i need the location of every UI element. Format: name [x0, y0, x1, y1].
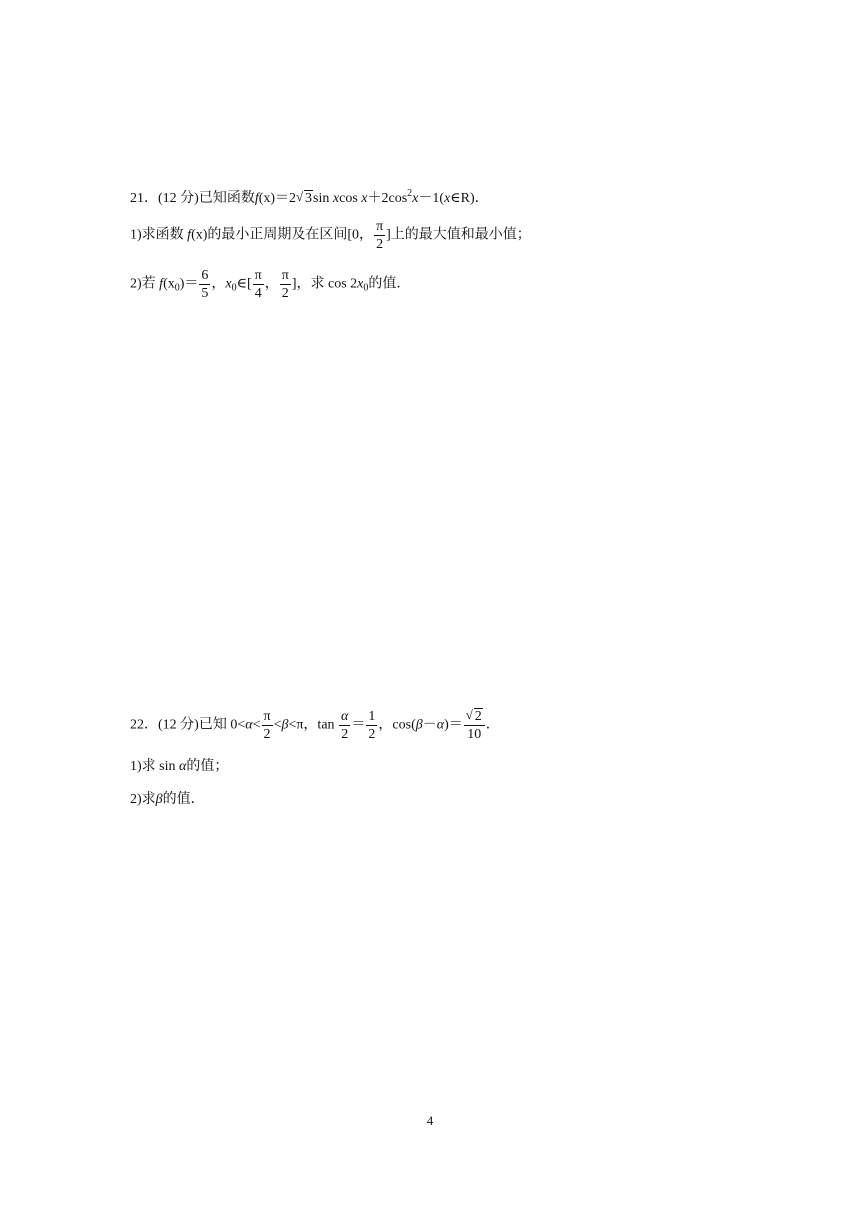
fraction-pi-over-4: $\frac{\pi}{4}$: [254, 268, 262, 301]
fraction-1-over-2: $\frac{1}{2}$: [368, 709, 376, 742]
fraction-pi-over-2c: $\frac{\pi}{2}$: [263, 709, 271, 742]
q22-part2: 2)求β的值．: [130, 792, 205, 807]
fraction-alpha-over-2: $\frac{\alpha}{2}$: [341, 709, 349, 742]
q21-part2: 2)若 $f(x_0)=$ $\frac{6}{5}$ ，$x_0\in$[ $\frac{\pi}{4}$ ， $\frac{\pi}{2}$ ]，求 $\cos 2x_0$的值．: [130, 268, 411, 301]
page-number: 4: [426, 1113, 434, 1128]
fraction-pi-over-2b: $\frac{\pi}{2}$: [281, 268, 289, 301]
fraction-sqrt2-over-10: √ 2 10: [464, 708, 485, 743]
q21-statement: 21．(12 分)已知函数f(x)＝2 √ 3sin xcos $x+2\cos^2x-1(x\in R)$．: [130, 184, 489, 209]
q22-part1: 1)求 sin α的值；: [130, 759, 229, 774]
fraction-6-over-5: $\frac{6}{5}$: [201, 268, 209, 301]
fraction-pi-over-2: $\frac{\pi}{2}$: [376, 219, 384, 252]
q22-statement: 22．(12 分)已知 0<α< $\frac{\pi}{2}$ <β<π，tan $\frac{\alpha}{2}$ ＝ $\frac{1}{2}$ ，cos(β－α)＝ √ 2 10 ．: [130, 707, 500, 742]
sqrt-3: √ 3: [296, 189, 313, 206]
sqrt-2: √ 2: [465, 707, 482, 724]
q21-part1: 1)求函数 f(x)的最小正周期及在区间[0， $\frac{\pi}{2}$ ]上的最大值和最小值；: [130, 219, 531, 252]
